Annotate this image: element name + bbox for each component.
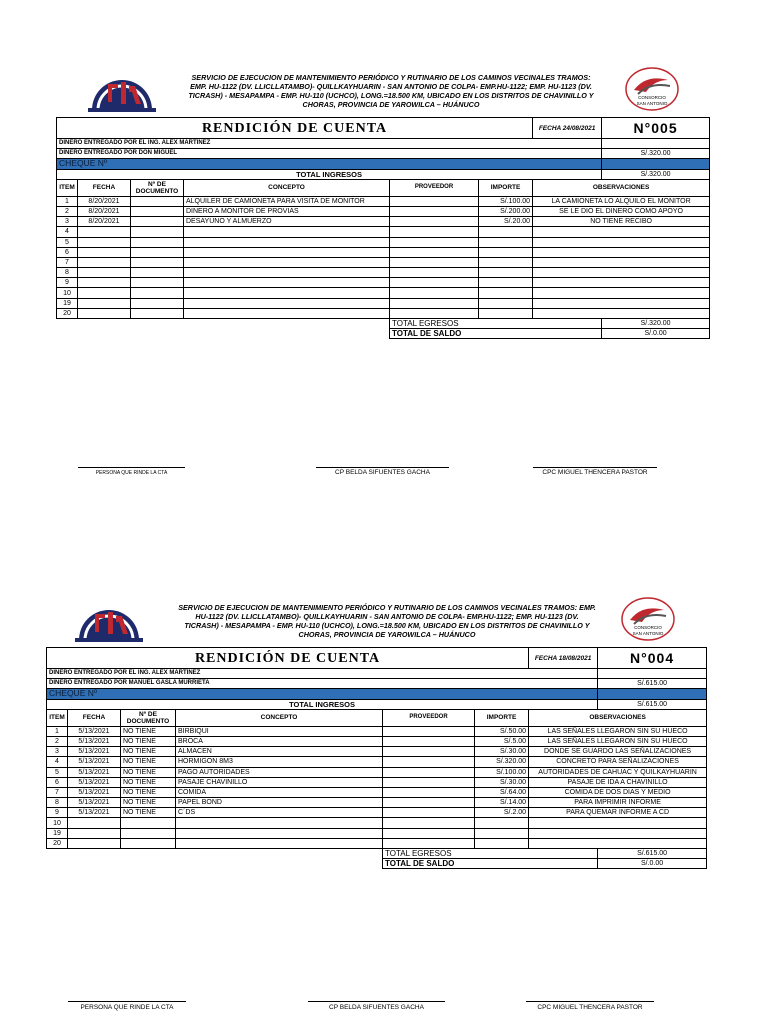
cell-obs: PARA QUEMAR INFORME A CD [529,808,707,818]
col-header-obs: OBSERVACIONES [533,179,710,196]
cell-proveedor [383,757,475,767]
col-header-importe-2: IMPORTE [475,709,529,726]
cell-proveedor [383,787,475,797]
table-row [47,798,707,808]
cell-proveedor [383,818,475,828]
cell-fecha [68,838,121,848]
table-row [47,747,707,757]
document-title-2: RENDICIÓN DE CUENTA [47,648,529,669]
cell-concepto: BROCA [176,736,383,746]
col-header-fecha: FECHA [78,179,131,196]
signature-label-1: PERSONA QUE RINDE LA CTA [95,470,168,476]
cell-concepto: DINERO A MONITOR DE PROVIAS [184,206,390,216]
cell-importe: S/.5.00 [475,736,529,746]
cell-concepto: ALQUILER DE CAMIONETA PARA VISITA DE MONITOR [184,196,390,206]
document-number: N°005 [602,118,710,139]
cell-importe: S/.320.00 [475,757,529,767]
total-ingresos-value: S/.320.00 [602,169,710,179]
cell-concepto: PASAJE CHAVINILLO [176,777,383,787]
cell-obs: PASAJE DE IDA A CHAVINILLO [529,777,707,787]
cell-obs: LAS SEÑALES LLEGARON SIN SU HUECO [529,726,707,736]
cell-fecha: 5/13/2021 [68,747,121,757]
cell-item: 2 [57,206,78,216]
cell-item: 5 [57,237,78,247]
cell-importe: S/.100.00 [475,767,529,777]
cell-concepto: PAPEL BOND [176,798,383,808]
table-row [47,757,707,767]
cell-fecha: 5/13/2021 [68,726,121,736]
logo-right-line1: CONSORCIO [638,95,666,100]
table-row [47,828,707,838]
cell-item: 10 [47,818,68,828]
table-row [47,808,707,818]
cell-importe: S/.50.00 [475,726,529,736]
cell-doc: NO TIENE [121,798,176,808]
cell-obs: DONDE SE GUARDO LAS SEÑALIZACIONES [529,747,707,757]
cell-item: 20 [47,838,68,848]
logo-right-line2: SAN ANTONIO [636,101,668,106]
col-header-concepto-2: CONCEPTO [176,709,383,726]
cell-item: 3 [57,217,78,227]
col-header-obs-2: OBSERVACIONES [529,709,707,726]
total-egresos-value-2: S/.615.00 [598,849,707,859]
total-egresos-label: TOTAL EGRESOS [390,319,602,329]
cell-item: 8 [57,268,78,278]
col-header-concepto: CONCEPTO [184,179,390,196]
cell-item: 1 [57,196,78,206]
cell-item: 7 [47,787,68,797]
total-ingresos-label-2: TOTAL INGRESOS [47,699,598,709]
cell-importe: S/.20.00 [479,217,533,227]
signature-line-6 [526,1001,654,1002]
cell-doc: NO TIENE [121,808,176,818]
document-number-2: N°004 [598,648,707,669]
cell-item: 6 [47,777,68,787]
table-row [47,838,707,848]
cell-proveedor [383,777,475,787]
cell-item: 2 [47,736,68,746]
total-egresos-label-2: TOTAL EGRESOS [383,849,598,859]
signature-line-4 [68,1001,186,1002]
cell-doc: NO TIENE [121,726,176,736]
cell-importe [475,818,529,828]
cell-item: 4 [57,227,78,237]
cell-concepto: DESAYUNO Y ALMUERZO [184,217,390,227]
signature-label-4: PERSONA QUE RINDE LA CTA [80,1004,174,1011]
cell-obs: AUTORIDADES DE CAHUAC Y QUILKAYHUARIN [529,767,707,777]
total-ingresos-value-2: S/.615.00 [598,699,707,709]
cell-item: 1 [47,726,68,736]
cell-item: 8 [47,798,68,808]
cell-obs: LAS SEÑALES LLEGARON SIN SU HUECO [529,736,707,746]
table-row [47,787,707,797]
cell-item: 20 [57,308,78,318]
cell-importe: S/.14.00 [475,798,529,808]
cell-doc [121,818,176,828]
cell-obs: CONCRETO PARA SEÑALIZACIONES [529,757,707,767]
cell-obs: PARA IMPRIMIR INFORME [529,798,707,808]
table-row [47,777,707,787]
table-row [47,736,707,746]
cell-doc: NO TIENE [121,736,176,746]
signature-label-5: CP BELDA SIFUENTES GACHA [329,1004,424,1011]
total-egresos-value: S/.320.00 [602,319,710,329]
signature-label-6: CPC MIGUEL THENCERA PASTOR [537,1004,643,1011]
cell-proveedor [383,747,475,757]
signature-label-2: CP BELDA SIFUENTES GACHA [335,469,430,476]
cell-obs: NO TIENE RECIBO [533,217,710,227]
cell-doc [121,828,176,838]
total-ingresos-label: TOTAL INGRESOS [57,169,602,179]
cell-item: 5 [47,767,68,777]
cell-item: 7 [57,257,78,267]
col-header-importe: IMPORTE [479,179,533,196]
col-header-proveedor: PROVEEDOR [390,179,479,196]
cell-concepto [176,838,383,848]
cheque-label: CHEQUE Nº [57,159,602,169]
cell-concepto: C´DS [176,808,383,818]
entregado-por-label-2: DINERO ENTREGADO POR EL ING. ALEX MARTINEZ [47,669,598,679]
cell-item: 4 [47,757,68,767]
cell-item: 10 [57,288,78,298]
document-title: RENDICIÓN DE CUENTA [57,118,533,139]
cell-importe: S/.100.00 [479,196,533,206]
cell-proveedor [383,726,475,736]
cell-obs [529,818,707,828]
cell-doc: NO TIENE [121,767,176,777]
cell-concepto: BIRBIQUI [176,726,383,736]
col-header-fecha-2: FECHA [68,709,121,726]
ingreso-amount-2: S/.615.00 [598,679,707,689]
cell-obs [529,838,707,848]
cell-fecha: 5/13/2021 [68,767,121,777]
cell-concepto: PAGO AUTORIDADES [176,767,383,777]
col-header-doc-2: Nº DE DOCUMENTO [121,709,176,726]
total-saldo-value: S/.0.00 [602,329,710,339]
cell-importe: S/.64.00 [475,787,529,797]
cell-importe [475,838,529,848]
cell-obs: LA CAMIONETA LO ALQUILO EL MONITOR [533,196,710,206]
cell-item: 19 [47,828,68,838]
cell-fecha [68,828,121,838]
cell-obs: COMIDA DE DOS DIAS Y MEDIO [529,787,707,797]
cell-doc [121,838,176,848]
cell-doc: NO TIENE [121,787,176,797]
cell-concepto: HORMIGON 8M3 [176,757,383,767]
col-header-item-2: ITEM [47,709,68,726]
cell-obs: SE LE DIO EL DINERO COMO APOYO [533,206,710,216]
cell-concepto [176,818,383,828]
cell-item: 6 [57,247,78,257]
cell-fecha: 8/20/2021 [78,217,131,227]
cell-fecha [68,818,121,828]
cell-fecha: 5/13/2021 [68,736,121,746]
entregado-don-label-2: DINERO ENTREGADO POR MANUEL GASLA MURRIETA [47,679,598,689]
cell-proveedor [383,767,475,777]
cell-doc: NO TIENE [121,747,176,757]
cell-fecha: 5/13/2021 [68,757,121,767]
cell-obs [529,828,707,838]
cell-proveedor [383,808,475,818]
consorcio-logo-right-2 [620,596,676,642]
total-saldo-label: TOTAL DE SALDO [390,329,602,339]
cell-item: 19 [57,298,78,308]
cell-doc: NO TIENE [121,777,176,787]
cell-proveedor [383,798,475,808]
table-row [47,767,707,777]
cell-concepto: COMIDA [176,787,383,797]
logo-right-2-line1: CONSORCIO [634,625,662,630]
cell-proveedor [383,838,475,848]
cell-doc: NO TIENE [121,757,176,767]
ingreso-amount: S/.320.00 [602,149,710,159]
cell-concepto: ALMACEN [176,747,383,757]
cell-fecha: 5/13/2021 [68,777,121,787]
document-date-2: FECHA 18/08/2021 [529,648,598,669]
cell-fecha: 5/13/2021 [68,798,121,808]
rendicion-table-2 [46,647,707,869]
document-date: FECHA 24/08/2021 [533,118,602,139]
cell-proveedor [383,828,475,838]
entregado-don-label: DINERO ENTREGADO POR DON MIGUEL [57,149,602,159]
table-row [47,726,707,736]
signature-label-3: CPC MIGUEL THENCERA PASTOR [542,469,648,476]
cell-item: 9 [57,278,78,288]
col-header-proveedor-2: PROVEEDOR [383,709,475,726]
cell-proveedor [383,736,475,746]
cell-importe: S/.200.00 [479,206,533,216]
cell-fecha: 5/13/2021 [68,808,121,818]
cell-importe: S/.30.00 [475,777,529,787]
total-saldo-label-2: TOTAL DE SALDO [383,859,598,869]
cell-importe [475,828,529,838]
cheque-label-2: CHEQUE Nº [47,689,598,699]
table-row [47,818,707,828]
company-logo-left-2 [68,600,150,642]
cell-concepto [176,828,383,838]
project-header-text-2: SERVICIO DE EJECUCION DE MANTENIMIENTO PERIÓDICO Y RUTINARIO DE LOS CAMINOS VECINALES TRAMOS: EMP. HU-1122 (DV. LLICLLATAMBO)- QUILLKAYHUARIN - SAN ANTONIO DE COLPA- EMP.HU-1122; EMP. HU-1123 (DV. TICRASH) - MESAPAMPA - EMP. HU-110 (UCHCO), LONG.=18.500 KM, UBICADO EN LOS DISTRITOS DE CHAVINILLO Y CHORAS, PROVINCIA DE YAROWILCA – HUÁNUCO [178,603,596,639]
logo-right-2-line2: SAN ANTONIO [632,631,664,636]
cell-importe: S/.2.00 [475,808,529,818]
col-header-item: ITEM [57,179,78,196]
col-header-doc: Nº DE DOCUMENTO [131,179,184,196]
cell-importe: S/.30.00 [475,747,529,757]
cell-fecha: 8/20/2021 [78,196,131,206]
entregado-por-label: DINERO ENTREGADO POR EL ING. ALEX MARTINEZ [57,139,602,149]
project-header-text: SERVICIO DE EJECUCION DE MANTENIMIENTO PERIÓDICO Y RUTINARIO DE LOS CAMINOS VECINALES TRAMOS: EMP. HU-1122 (DV. LLICLLATAMBO)- QUILLKAYHUARIN - SAN ANTONIO DE COLPA- EMP.HU-1122; EMP. HU-1123 (DV. TICRASH) - MESAPAMPA - EMP. HU-110 (UCHCO), LONG.=18.500 KM, UBICADO EN LOS DISTRITOS DE CHAVINILLO Y CHORAS, PROVINCIA DE YAROWILCA – HUÁNUCO [188,73,594,109]
cell-fecha: 8/20/2021 [78,206,131,216]
signature-line-5 [308,1001,445,1002]
total-saldo-value-2: S/.0.00 [598,859,707,869]
cell-fecha: 5/13/2021 [68,787,121,797]
cell-item: 9 [47,808,68,818]
cell-item: 3 [47,747,68,757]
